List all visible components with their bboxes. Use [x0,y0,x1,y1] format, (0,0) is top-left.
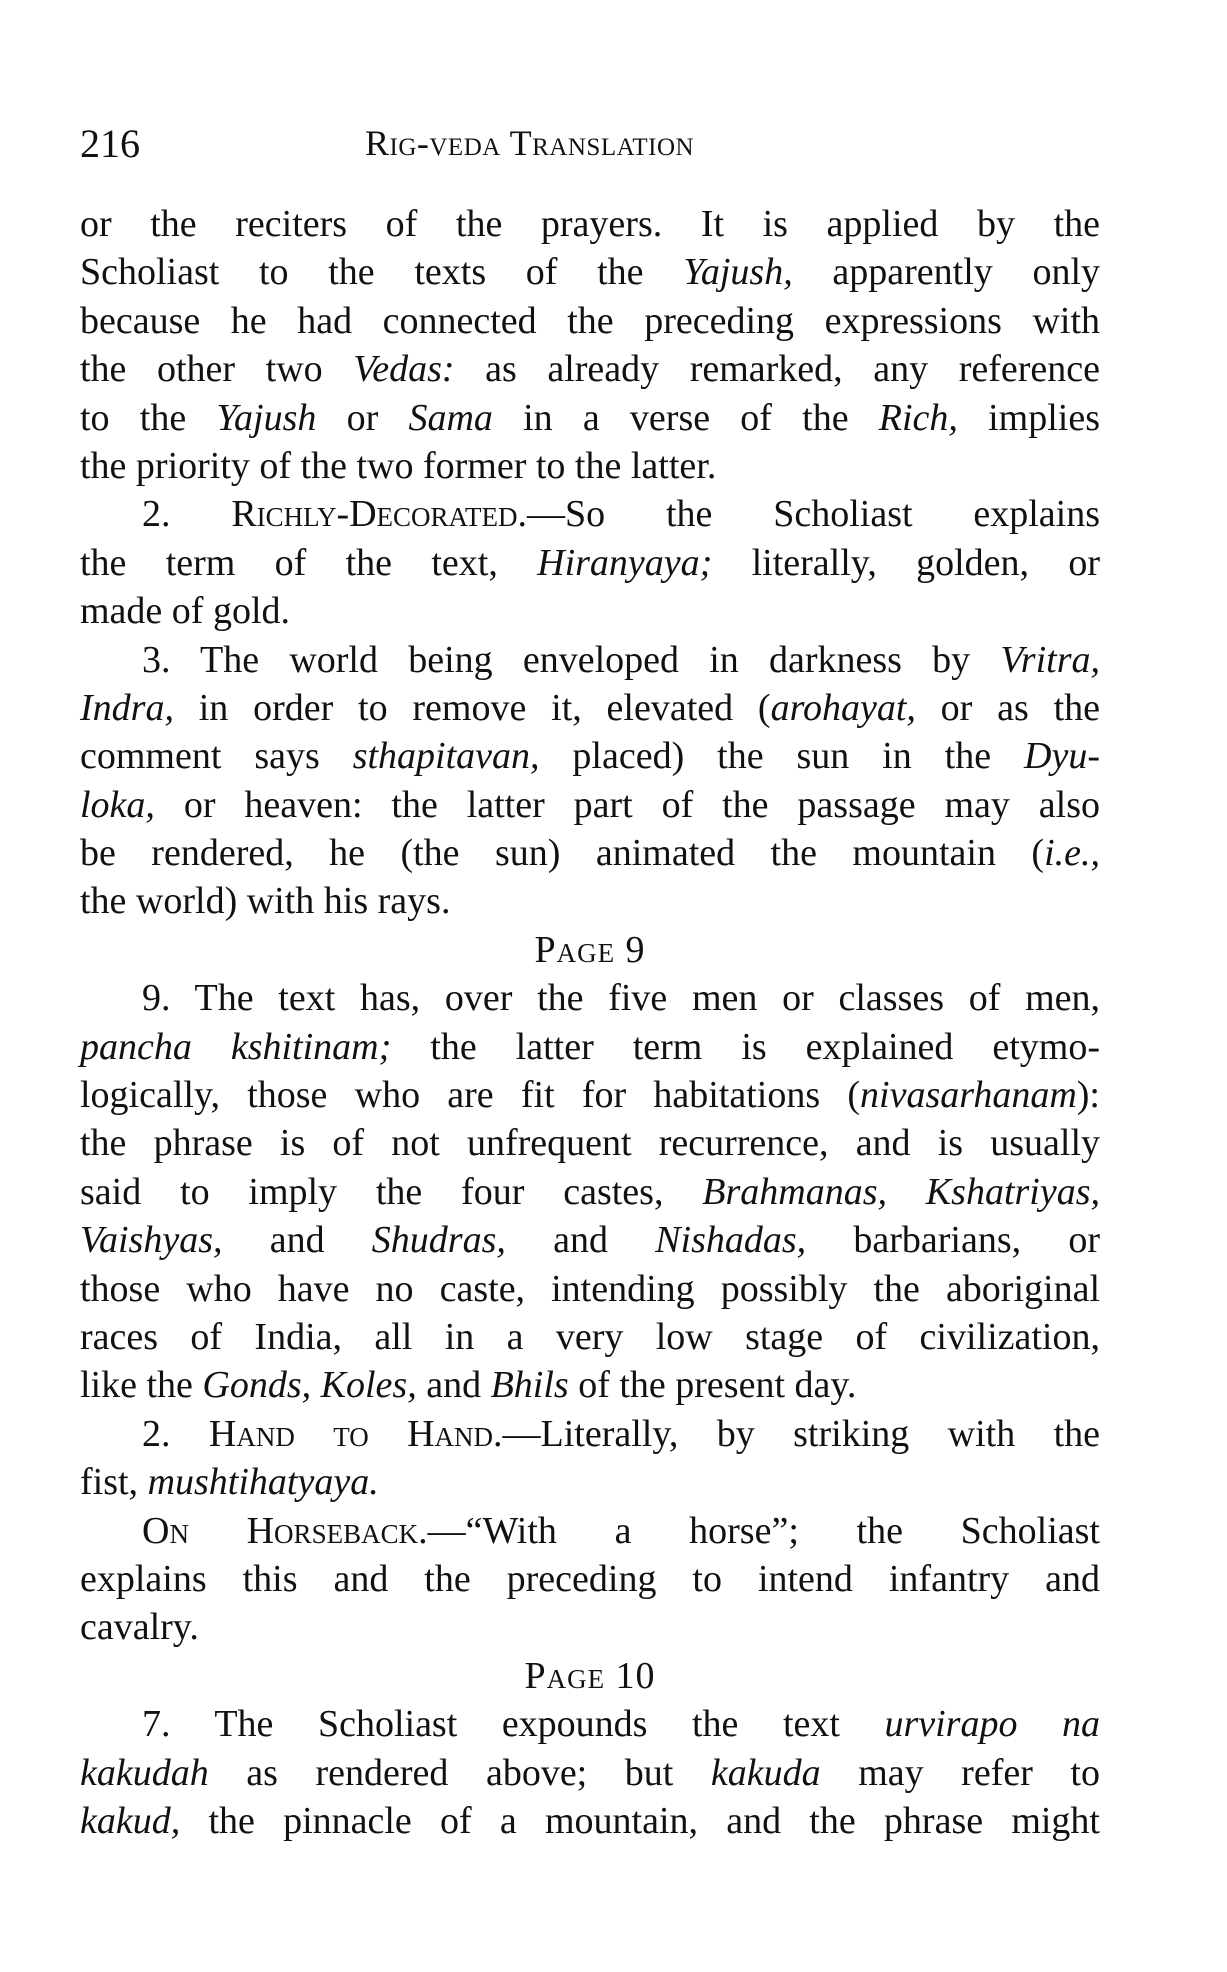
italic-term: arohayat, [770,686,916,729]
text-segment: in order to remove it, elevated ( [173,686,771,729]
text-segment: the pinnacle of a mountain, and the phrase might [180,1799,1100,1842]
italic-term: kakud, [80,1799,181,1842]
text-segment: 2. [142,493,232,536]
text-segment: said to imply the four castes, [80,1170,703,1213]
italic-term: Gonds, Koles, [202,1364,417,1407]
text-segment: explains this and the preceding to intend infantry and [80,1557,1100,1600]
text-line [80,1168,1100,1216]
body-text [80,200,1100,1845]
text-segment: and [222,1219,372,1262]
italic-term: Vritra, [1000,638,1100,681]
text-line [80,781,1100,829]
text-line [80,587,1100,635]
italic-term: sthapitavan, [352,735,540,778]
text-segment: of the present day. [568,1364,857,1407]
text-line [80,1119,1100,1167]
text-segment: comment says [80,735,353,778]
italic-term: Vaishyas, [80,1219,223,1262]
text-segment: placed) the sun in the [539,735,1025,778]
text-line [80,200,1100,248]
text-segment: Page 9 [534,928,646,971]
text-line [80,1555,1100,1603]
text-line [80,1410,1100,1458]
text-segment: literally, golden, or [712,541,1100,584]
text-line [80,248,1100,296]
text-line [80,1603,1100,1651]
text-line [80,877,1100,925]
italic-term: nivasarhanam [860,1074,1077,1117]
text-segment: apparently only [792,251,1100,294]
text-segment: the phrase is of not unfrequent recurrence, and is usually [80,1122,1100,1165]
text-segment: the latter term is explained etymo- [391,1025,1100,1068]
text-segment: as already remarked, any reference [454,348,1100,391]
text-line [80,1313,1100,1361]
text-segment: —Literally, by striking with the [502,1412,1100,1455]
text-segment: logically, those who are fit for habitations ( [80,1074,861,1117]
text-segment: because he had connected the preceding expressions with [80,299,1100,342]
italic-term: Hiranyaya; [537,541,713,584]
text-segment: fist, [80,1461,148,1504]
italic-term: Bhils [490,1364,569,1407]
page-number: 216 [80,121,140,166]
text-segment: cavalry. [80,1606,199,1649]
text-segment: to the [80,396,217,439]
text-line [80,1507,1100,1555]
text-line [80,394,1100,442]
text-segment: as rendered above; but [208,1751,711,1794]
text-line [80,732,1100,780]
text-segment: 3. The world being enveloped in darkness by [142,638,1001,681]
text-segment: may refer to [820,1751,1100,1794]
italic-term: Yajush [216,396,317,439]
text-segment: Page 10 [524,1654,656,1697]
text-segment: implies [957,396,1101,439]
text-segment: the world) with his rays. [80,880,451,923]
text-segment: and [505,1219,656,1262]
text-segment: Scholiast to the texts of the [80,251,684,294]
text-segment: or [316,396,409,439]
text-segment: like the [80,1364,203,1407]
text-line [80,539,1100,587]
text-segment: or the reciters of the prayers. It is applied by the [80,203,1100,245]
text-segment: —“With a horse”; the Scholiast [427,1509,1100,1552]
text-segment: or heaven: the latter part of the passage may also [154,783,1100,826]
text-segment: 7. The Scholiast expounds the text [142,1703,885,1746]
text-line [80,345,1100,393]
italic-term: kakudah [80,1751,209,1794]
small-caps-heading: On Horseback. [142,1509,428,1552]
text-segment: 2. [142,1412,209,1455]
small-caps-heading: Richly-Decorated. [231,493,528,536]
text-line [80,1216,1100,1264]
italic-term: kakuda [710,1751,821,1794]
text-line [80,1361,1100,1409]
italic-term: Shudras, [371,1219,506,1262]
text-segment: the term of the text, [80,541,538,584]
text-line [80,442,1100,490]
text-line [80,1458,1100,1506]
italic-term: Rich, [878,396,958,439]
italic-term: loka, [80,783,155,826]
text-line [80,1700,1100,1748]
text-segment: —So the Scholiast explains [527,493,1100,536]
section-heading [80,1652,1100,1700]
text-segment: made of gold. [80,590,291,633]
text-line [80,829,1100,877]
italic-term: Sama [408,396,493,439]
text-segment: barbarians, or [806,1219,1100,1262]
text-segment: ): [1076,1074,1100,1117]
italic-term: mushtihatyaya. [147,1461,379,1504]
text-line [80,1023,1100,1071]
italic-term: Dyu- [1024,735,1100,778]
section-heading [80,926,1100,974]
text-segment: races of India, all in a very low stage of civilization, [80,1315,1100,1358]
text-segment: those who have no caste, intending possibly the aboriginal [80,1267,1100,1310]
text-segment: the other two [80,348,354,391]
italic-term: Yajush, [683,251,793,294]
text-segment: be rendered, he (the sun) animated the mountain ( [80,832,1045,875]
italic-term: Indra, [80,686,174,729]
text-segment: in a verse of the [492,396,879,439]
text-segment: or as the [915,686,1100,729]
text-segment: 9. The text has, over the five men or classes of men, [142,977,1100,1020]
italic-term: i.e., [1044,832,1100,875]
small-caps-heading: Hand to Hand. [208,1412,503,1455]
text-line [80,490,1100,538]
text-line [80,684,1100,732]
text-line [80,1797,1100,1845]
text-line [80,1265,1100,1313]
running-title: Rig-veda Translation [365,123,695,163]
text-line [80,1749,1100,1797]
text-line [80,636,1100,684]
italic-term: Nishadas, [655,1219,807,1262]
text-segment: and [416,1364,491,1407]
text-segment: the priority of the two former to the latter. [80,444,717,487]
italic-term: Brahmanas, Kshatriyas, [702,1170,1100,1213]
text-line [80,297,1100,345]
text-line [80,974,1100,1022]
italic-term: Vedas: [353,348,455,391]
italic-term: urvirapo na [884,1703,1100,1746]
text-line [80,1071,1100,1119]
page-header [80,120,1100,170]
italic-term: pancha kshitinam; [80,1025,392,1068]
